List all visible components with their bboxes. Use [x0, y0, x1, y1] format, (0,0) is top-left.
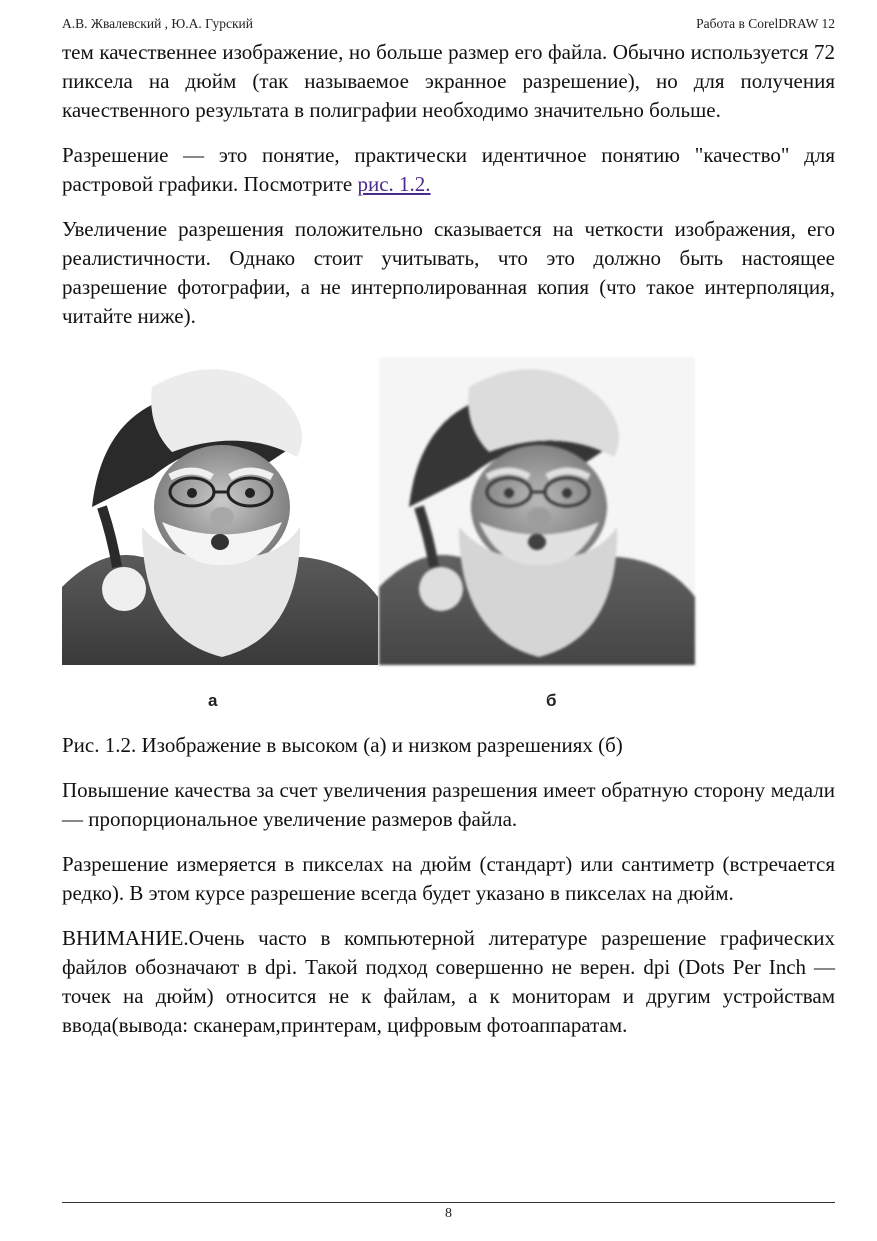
santa-photo-low-resolution [379, 357, 695, 665]
page-number: 8 [445, 1206, 452, 1221]
paragraph-resolution-units: Разрешение измеряется в пикселах на дюйм (стандарт) или сантиметр (встречается редко). В этом курсе разрешение всегда будет указано в пикселах на дюйм. [62, 852, 835, 905]
santa-high-res-image [62, 357, 378, 665]
figure-caption: Рис. 1.2. Изображение в высоком (а) и низком разрешениях (б) [62, 733, 623, 757]
paragraph-resolution-definition [62, 141, 835, 199]
paragraph-resolution-increase: Увеличение разрешения положительно сказывается на четкости изображения, его реалистичности. Однако стоит учитывать, что это должно быть настоящее разрешение фотографии, а не интерполированная копия (что такое интерполяция, читайте ниже). [62, 217, 835, 328]
paragraph-resolution-definition-text: Разрешение — это понятие, практически идентичное понятию "качество" для растровой графики. Посмотрите [62, 143, 835, 196]
paragraph-dpi-warning: ВНИМАНИЕ.Очень часто в компьютерной литературе разрешение графических файлов обозначают в dpi. Такой подход совершенно не верен. dpi (Dots Per Inch — точек на дюйм) относится не к файлам, а к мониторам и другим устройствам ввода(вывода: сканерам,принтерам, цифровым фотоаппаратам. [62, 926, 835, 1037]
page-header [62, 16, 835, 34]
santa-photo-high-resolution [62, 357, 378, 665]
figure-santa-comparison [62, 351, 707, 723]
figure-reference-link[interactable]: рис. 1.2. [357, 172, 431, 196]
footer-divider [62, 1202, 835, 1203]
figure-label-a: а [208, 691, 218, 710]
figure-label-b: б [546, 691, 557, 710]
santa-low-res-image [379, 357, 695, 665]
paragraph-resolution-quality: тем качественнее изображение, но больше размер его файла. Обычно используется 72 пиксела на дюйм (так называемое экранное разрешение), но для получения качественного результата в полиграфии необходимо значительно больше. [62, 40, 835, 122]
page-content [62, 38, 835, 1056]
paragraph-file-size: Повышение качества за счет увеличения разрешения имеет обратную сторону медали — пропорциональное увеличение размеров файла. [62, 778, 835, 831]
header-authors: А.В. Жвалевский , Ю.А. Гурский [62, 16, 253, 31]
header-book-title: Работа в CorelDRAW 12 [696, 16, 835, 31]
